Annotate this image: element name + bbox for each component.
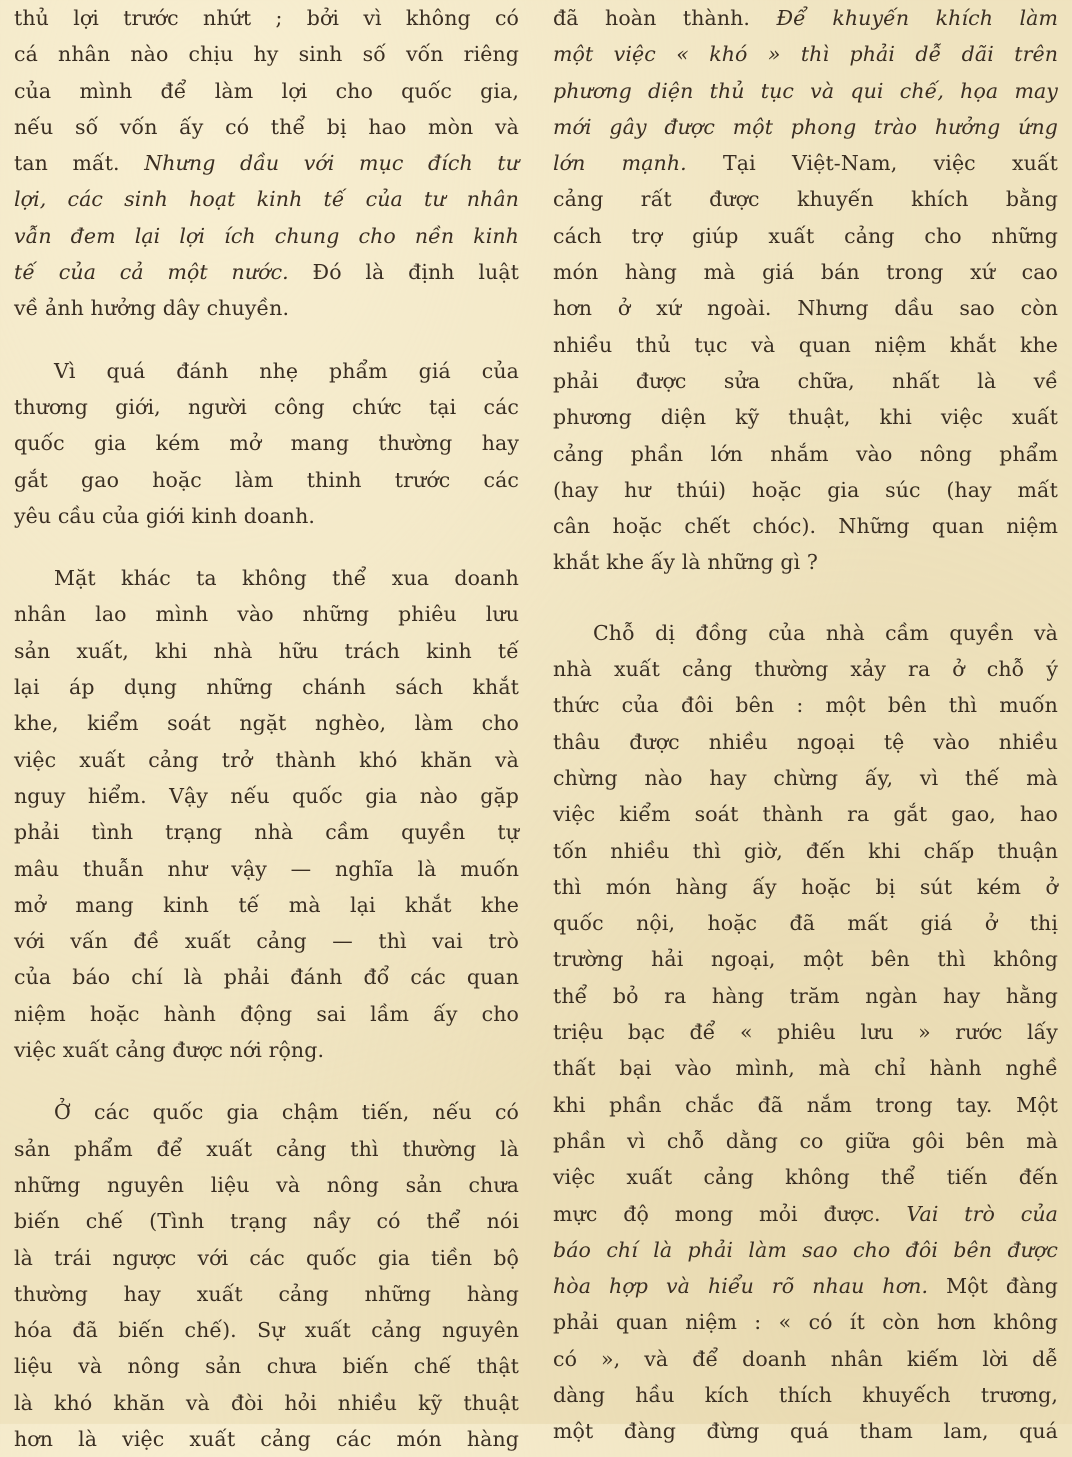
- text-line: [14, 923, 519, 959]
- text-run: món hàng mà giá bán trong xứ cao: [553, 260, 1058, 285]
- text-line: [14, 1131, 519, 1167]
- text-line: [14, 73, 519, 109]
- text-line: [14, 389, 519, 425]
- text-line: [553, 760, 1058, 796]
- text-line: [553, 1050, 1058, 1086]
- text-run: nhiều thủ tục và quan niệm khắt khe: [553, 332, 1058, 357]
- paragraph-gap: [14, 534, 519, 560]
- text-line: [14, 705, 519, 741]
- text-run: tốn nhiều thì giờ, đến khi chấp thuận: [553, 838, 1058, 863]
- text-line: [553, 1159, 1058, 1195]
- text-run: của báo chí là phải đánh đổ các quan: [14, 965, 519, 990]
- text-run: việc xuất cảng trở thành khó khăn và: [14, 747, 519, 772]
- text-line: [14, 36, 519, 72]
- italic-text: Vai trò của: [906, 1201, 1059, 1226]
- text-line: [553, 1341, 1058, 1377]
- text-line: [553, 1304, 1058, 1340]
- text-run: liệu và nông sản chưa biến chế thật: [14, 1354, 519, 1379]
- text-run: cảng phần lớn nhắm vào nông phẩm: [553, 441, 1058, 466]
- text-line: [553, 1377, 1058, 1413]
- text-run: yêu cầu của giới kinh doanh.: [14, 503, 316, 528]
- text-line: [553, 290, 1058, 326]
- left-column: [14, 0, 520, 1451]
- text-line: [553, 905, 1058, 941]
- italic-text: báo chí là phải làm sao cho đôi bên được: [553, 1237, 1058, 1262]
- text-line: [14, 254, 519, 290]
- text-line: [14, 1167, 519, 1203]
- text-line: [14, 218, 519, 254]
- text-run: gắt gao hoặc làm thinh trước các: [14, 467, 519, 492]
- text-run: việc xuất cảng không thể tiến đến: [553, 1165, 1058, 1190]
- text-line: [14, 596, 519, 632]
- text-line: [553, 327, 1058, 363]
- text-run: hơn là việc xuất cảng các món hàng: [14, 1426, 519, 1451]
- text-line: [14, 1240, 519, 1276]
- text-line: [14, 498, 519, 534]
- text-run: Vì quá đánh nhẹ phẩm giá của: [54, 358, 519, 383]
- text-line: [553, 36, 1058, 72]
- text-line: [14, 996, 519, 1032]
- text-line: [553, 145, 1058, 181]
- text-run: dàng hầu kích thích khuyếch trương,: [553, 1382, 1058, 1407]
- text-run: phương diện kỹ thuật, khi việc xuất: [553, 405, 1058, 430]
- text-line: [553, 687, 1058, 723]
- text-line: [14, 1385, 519, 1421]
- text-line: [553, 724, 1058, 760]
- text-run: có », và để doanh nhân kiếm lời dễ: [553, 1346, 1058, 1371]
- text-run: cách trợ giúp xuất cảng cho những: [553, 223, 1058, 248]
- text-line: [14, 353, 519, 389]
- italic-text: phương diện thủ tục và qui chế, họa may: [553, 78, 1058, 103]
- text-run: khắt khe ấy là những gì ?: [553, 550, 818, 575]
- text-line: [553, 1123, 1058, 1159]
- paragraph: [14, 560, 519, 1068]
- paragraph: [14, 353, 519, 534]
- text-line: [553, 796, 1058, 832]
- text-line: [14, 669, 519, 705]
- text-run: mực độ mong mỏi được.: [553, 1201, 907, 1226]
- italic-text: Để khuyến khích làm: [776, 6, 1058, 30]
- text-line: [553, 833, 1058, 869]
- text-run: thất bại vào mình, mà chỉ hành nghề: [553, 1056, 1058, 1081]
- text-run: với vấn đề xuất cảng — thì vai trò: [14, 929, 519, 954]
- text-line: [553, 73, 1058, 109]
- right-column: [553, 0, 1059, 1444]
- text-line: [553, 1196, 1058, 1232]
- text-run: sản phẩm để xuất cảng thì thường là: [14, 1136, 519, 1161]
- italic-text: hòa hợp và hiểu rõ nhau hơn.: [553, 1274, 929, 1299]
- text-run: là trái ngược với các quốc gia tiền bộ: [14, 1245, 519, 1270]
- text-run: quốc nội, hoặc đã mất giá ở thị: [553, 911, 1058, 936]
- paragraph-gap: [14, 1068, 519, 1094]
- text-run: Ở các quốc gia chậm tiến, nếu có: [54, 1100, 519, 1125]
- text-run: mâu thuẫn như vậy — nghĩa là muốn: [14, 856, 519, 881]
- text-run: cân hoặc chết chóc). Những quan niệm: [553, 514, 1058, 539]
- text-line: [14, 0, 519, 36]
- text-line: [553, 1014, 1058, 1050]
- paragraph: [14, 0, 519, 327]
- text-line: [14, 181, 519, 217]
- text-line: [14, 1203, 519, 1239]
- text-line: [14, 1312, 519, 1348]
- text-line: [14, 778, 519, 814]
- text-run: Mặt khác ta không thể xua doanh: [54, 566, 519, 591]
- text-run: thương giới, người công chức tại các: [14, 394, 519, 419]
- text-line: [14, 814, 519, 850]
- text-run: thâu được nhiều ngoại tệ vào nhiều: [553, 729, 1058, 754]
- text-line: [14, 1032, 519, 1068]
- text-run: thủ lợi trước nhứt ; bởi vì không có: [14, 6, 519, 30]
- text-line: [14, 633, 519, 669]
- text-line: [14, 462, 519, 498]
- text-line: [553, 436, 1058, 472]
- text-line: [14, 1276, 519, 1312]
- text-run: trường hải ngoại, một bên thì không: [553, 947, 1058, 972]
- text-run: Tại Việt-Nam, việc xuất: [686, 151, 1058, 176]
- text-line: [14, 959, 519, 995]
- text-run: lại áp dụng những chánh sách khắt: [14, 675, 519, 700]
- text-line: [553, 1268, 1058, 1304]
- text-line: [553, 472, 1058, 508]
- paragraph: [553, 615, 1058, 1450]
- text-run: thức của đôi bên : một bên thì muốn: [553, 693, 1058, 718]
- text-run: sản xuất, khi nhà hữu trách kinh tế: [14, 638, 519, 663]
- text-run: Chỗ dị đồng của nhà cầm quyền và: [593, 620, 1058, 645]
- text-run: nhân lao mình vào những phiêu lưu: [14, 602, 519, 627]
- text-run: thường hay xuất cảng những hàng: [14, 1281, 519, 1306]
- text-line: [553, 254, 1058, 290]
- italic-text: lớn mạnh.: [553, 151, 687, 176]
- text-run: việc kiểm soát thành ra gắt gao, hao: [553, 802, 1058, 827]
- text-line: [553, 181, 1058, 217]
- text-line: [14, 560, 519, 596]
- text-run: Một đàng: [928, 1274, 1058, 1299]
- text-run: biến chế (Tình trạng nầy có thể nói: [14, 1209, 519, 1234]
- text-line: [14, 742, 519, 778]
- text-line: [553, 544, 1058, 580]
- paragraph: [14, 1094, 519, 1457]
- text-run: nhà xuất cảng thường xảy ra ở chỗ ý: [553, 657, 1058, 682]
- text-run: hóa đã biến chế). Sự xuất cảng nguyên: [14, 1318, 519, 1343]
- text-line: [553, 508, 1058, 544]
- text-run: niệm hoặc hành động sai lầm ấy cho: [14, 1001, 519, 1026]
- text-line: [553, 0, 1058, 36]
- text-run: (hay hư thúi) hoặc gia súc (hay mất: [553, 477, 1058, 502]
- paragraph-gap: [14, 327, 519, 353]
- text-run: phải tình trạng nhà cầm quyền tự: [14, 820, 519, 845]
- text-line: [14, 425, 519, 461]
- text-line: [14, 1094, 519, 1130]
- text-line: [553, 109, 1058, 145]
- text-run: của mình để làm lợi cho quốc gia,: [14, 78, 519, 103]
- text-run: hơn ở xứ ngoài. Nhưng dầu sao còn: [553, 296, 1058, 321]
- text-run: chừng nào hay chừng ấy, vì thế mà: [553, 765, 1058, 790]
- text-run: những nguyên liệu và nông sản chưa: [14, 1172, 519, 1197]
- text-line: [14, 1421, 519, 1457]
- text-line: [553, 615, 1058, 651]
- text-run: thể bỏ ra hàng trăm ngàn hay hằng: [553, 983, 1058, 1008]
- text-line: [14, 1348, 519, 1384]
- text-run: việc xuất cảng được nới rộng.: [14, 1038, 325, 1063]
- italic-text: tế của cả một nước.: [14, 260, 289, 285]
- paragraph-gap: [553, 581, 1058, 615]
- italic-text: một việc « khó » thì phải dễ dãi trên: [553, 42, 1058, 67]
- text-run: phải được sửa chữa, nhất là về: [553, 368, 1058, 393]
- text-line: [14, 290, 519, 326]
- text-line: [14, 851, 519, 887]
- italic-text: vẫn đem lại lợi ích chung cho nền kinh: [14, 223, 519, 248]
- text-line: [553, 978, 1058, 1014]
- text-run: nếu số vốn ấy có thể bị hao mòn và: [14, 114, 519, 139]
- text-run: quốc gia kém mở mang thường hay: [14, 431, 519, 456]
- text-line: [553, 399, 1058, 435]
- italic-text: Nhưng dầu với mục đích tư: [144, 151, 520, 176]
- text-run: về ảnh hưởng dây chuyền.: [14, 296, 290, 321]
- text-line: [553, 1232, 1058, 1268]
- text-run: nguy hiểm. Vậy nếu quốc gia nào gặp: [14, 783, 519, 808]
- text-run: khe, kiểm soát ngặt nghèo, làm cho: [14, 711, 519, 736]
- text-run: là khó khăn và đòi hỏi nhiều kỹ thuật: [14, 1390, 519, 1415]
- text-line: [14, 145, 519, 181]
- text-line: [553, 1087, 1058, 1123]
- text-run: Đó là định luật: [288, 260, 519, 285]
- text-run: phải quan niệm : « có ít còn hơn không: [553, 1310, 1058, 1335]
- text-run: tan mất.: [14, 151, 145, 176]
- text-line: [14, 887, 519, 923]
- text-line: [553, 651, 1058, 687]
- text-run: một đàng đừng quá tham lam, quá: [553, 1419, 1058, 1444]
- italic-text: mới gây được một phong trào hưởng ứng: [553, 114, 1058, 139]
- text-line: [553, 941, 1058, 977]
- text-run: khi phần chắc đã nắm trong tay. Một: [553, 1092, 1058, 1117]
- text-run: cảng rất được khuyến khích bằng: [553, 187, 1058, 212]
- text-run: thì món hàng ấy hoặc bị sút kém ở: [553, 874, 1058, 899]
- text-line: [553, 363, 1058, 399]
- italic-text: lợi, các sinh hoạt kinh tế của tư nhân: [14, 187, 519, 212]
- text-run: đã hoàn thành.: [553, 6, 777, 30]
- text-run: triệu bạc để « phiêu lưu » rước lấy: [553, 1020, 1058, 1045]
- text-run: cá nhân nào chịu hy sinh số vốn riêng: [14, 42, 519, 67]
- text-line: [553, 1413, 1058, 1449]
- text-run: phần vì chỗ dằng co giữa gôi bên mà: [553, 1128, 1058, 1153]
- text-line: [553, 218, 1058, 254]
- text-line: [14, 109, 519, 145]
- paragraph: [553, 0, 1058, 581]
- text-line: [553, 869, 1058, 905]
- text-run: mở mang kinh tế mà lại khắt khe: [14, 892, 519, 917]
